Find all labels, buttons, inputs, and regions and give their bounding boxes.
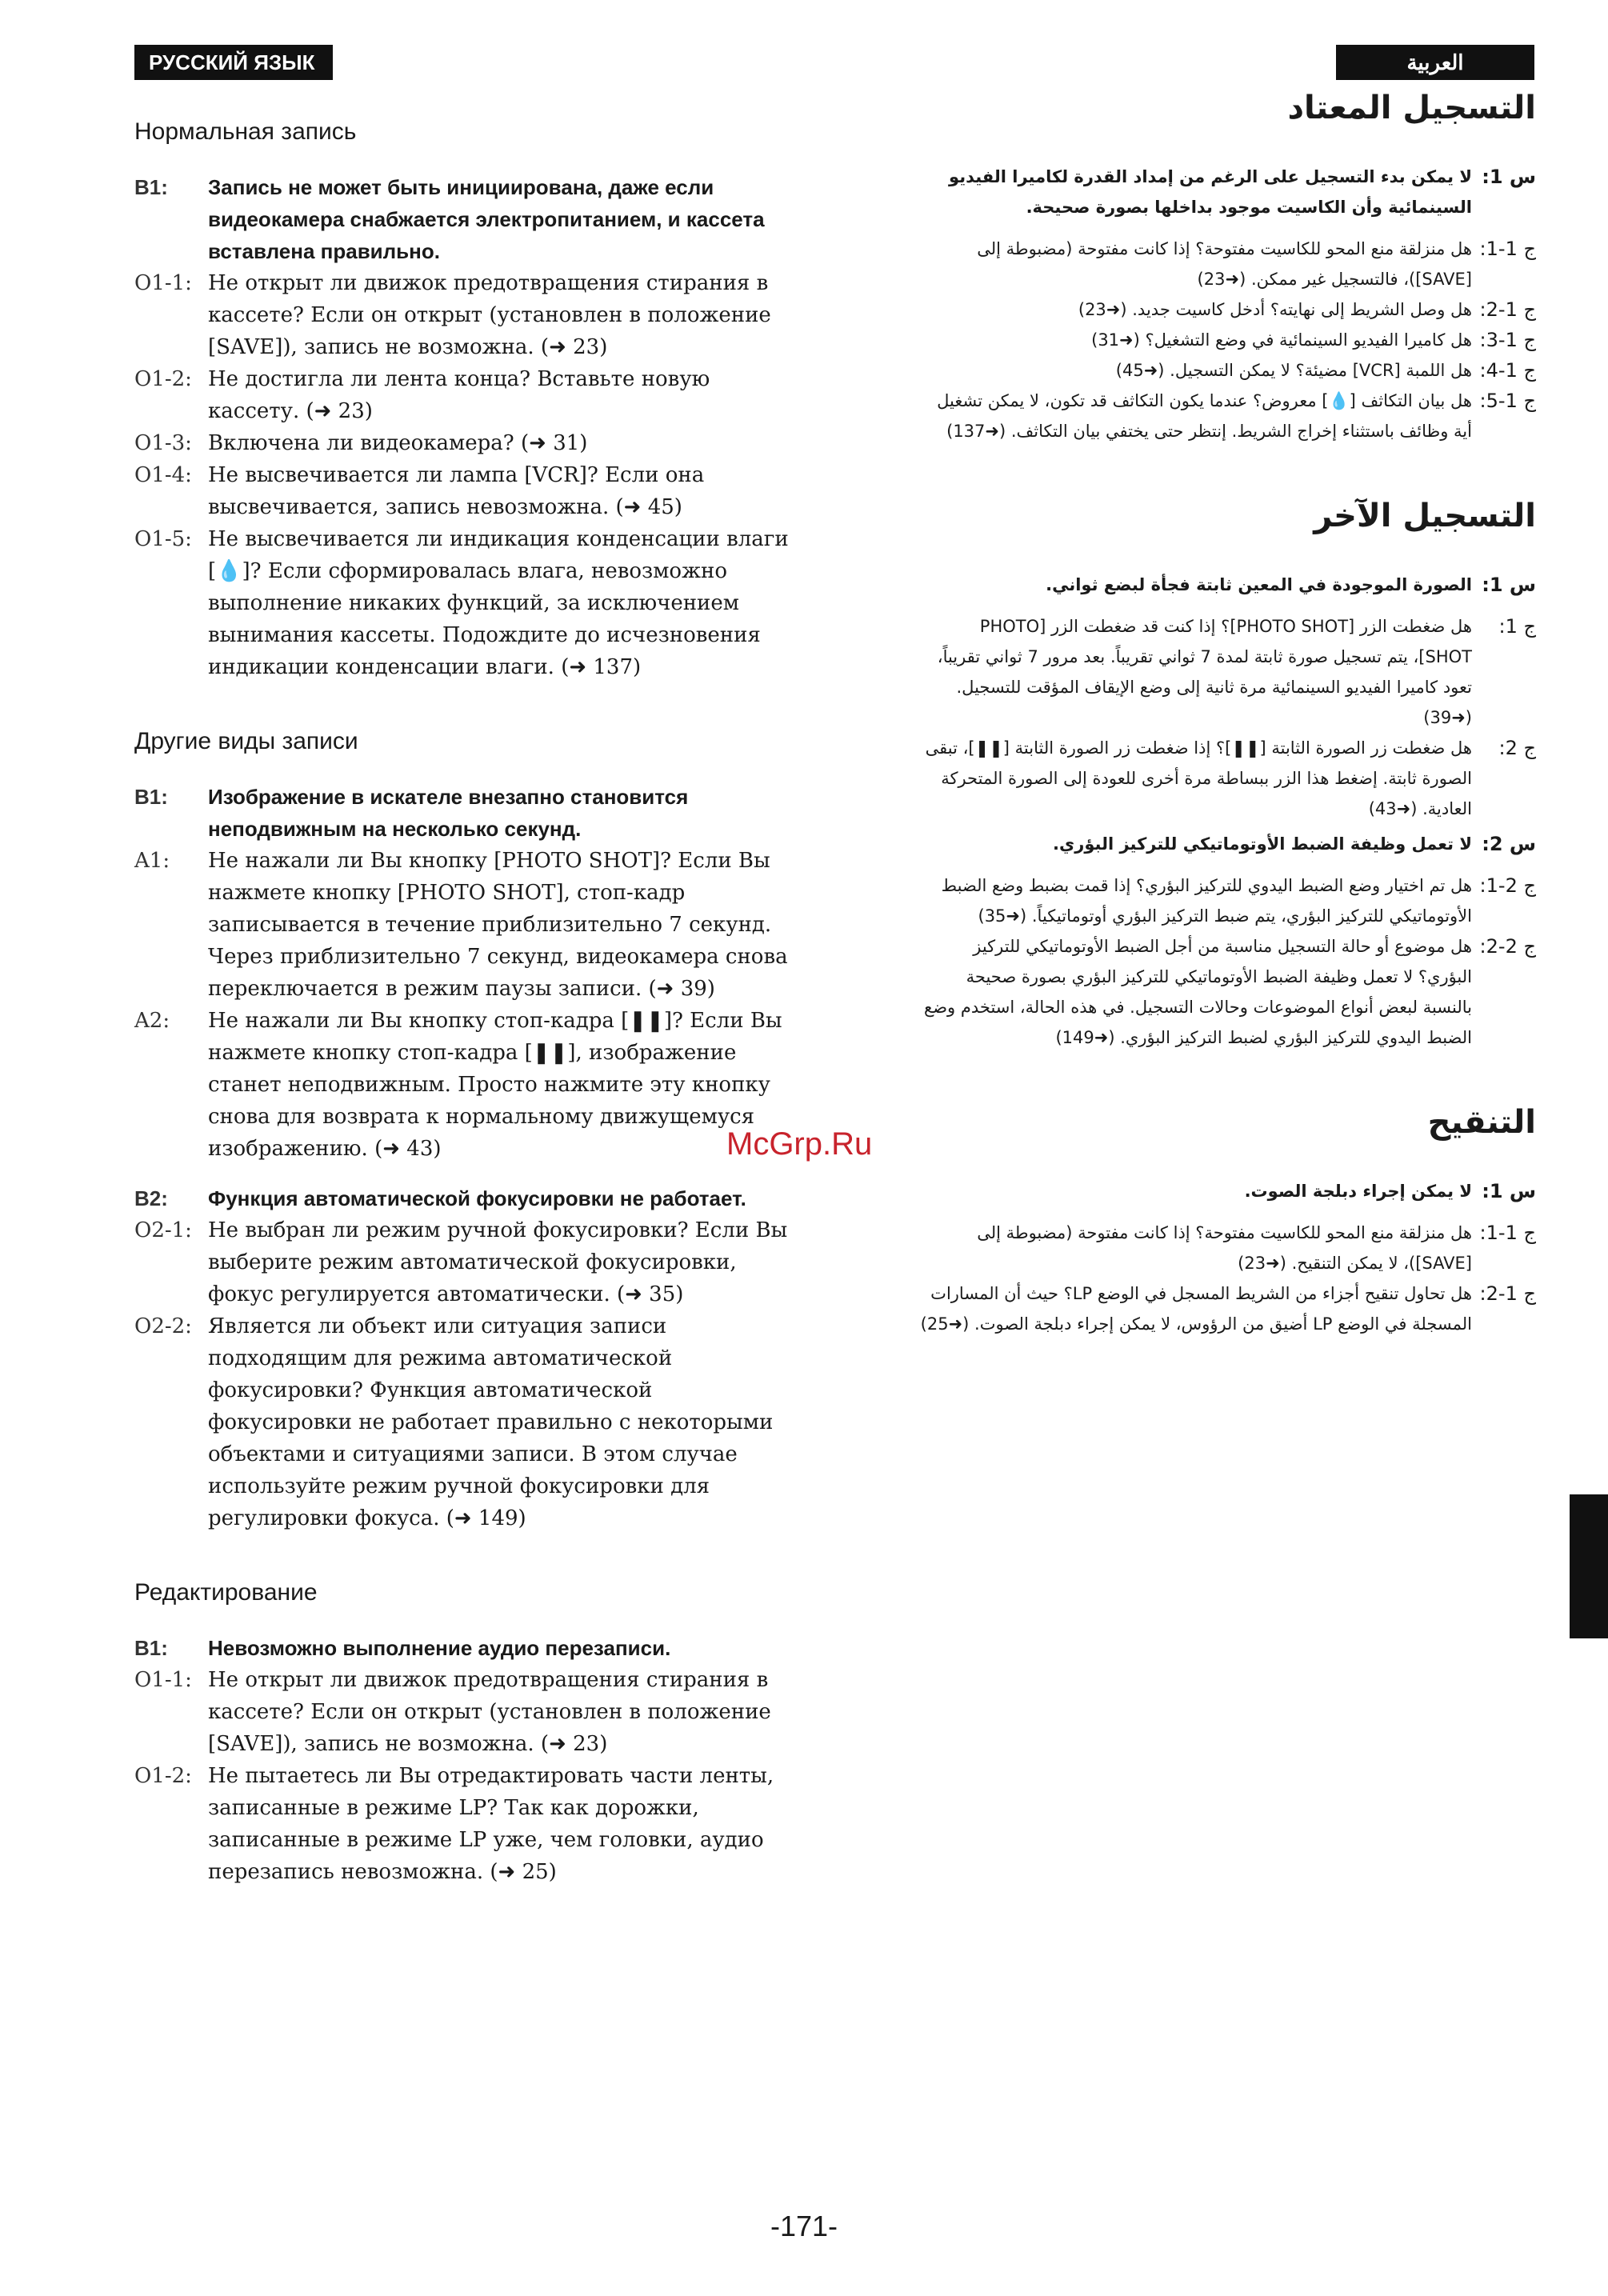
- item-label: س 1:: [1482, 1180, 1536, 1202]
- item-text: لا تعمل وظيفة الضبط الأوتوماتيكي للتركيز البؤري.: [1053, 834, 1472, 854]
- item-text: Включена ли видеокамера? (➜ 31): [208, 431, 588, 455]
- question-item: [920, 570, 1536, 600]
- answer-item: [134, 267, 790, 363]
- answer-item: [920, 386, 1536, 446]
- answer-item: [134, 459, 790, 523]
- answer-item: [920, 234, 1536, 294]
- item-label: ج 1-2:: [1479, 298, 1536, 321]
- answer-item: [134, 363, 790, 427]
- question-item: [920, 1176, 1536, 1206]
- item-label: ج 1:: [1498, 615, 1536, 638]
- question-item: [920, 162, 1536, 222]
- item-label: ج 1-2:: [1479, 1282, 1536, 1305]
- page-number: -171-: [770, 2210, 838, 2242]
- item-label: О2-1:: [134, 1218, 192, 1242]
- item-label: О1-4:: [134, 463, 192, 487]
- answer-item: [134, 1005, 790, 1165]
- item-label: О1-5:: [134, 527, 192, 551]
- item-text: هل اللمبة [VCR] مضيئة؟ لا يمكن التسجيل. (➜45): [1115, 361, 1472, 380]
- section-heading: التسجيل المعتاد: [1287, 90, 1536, 126]
- answer-item: [920, 611, 1536, 733]
- item-text: هل ضغطت الزر [PHOTO SHOT]؟ إذا كنت قد ضغطت الزر [PHOTO SHOT]، يتم تسجيل صورة ثابتة لمدة 7 ثواني تقريباً. بعد مرور 7 ثواني تقريباً، تعود كاميرا الفيديو السينمائية مرة ثانية إلى وضع الإيقاف المؤقت للتسجيل. (➜39): [937, 617, 1472, 727]
- answer-item: [134, 1760, 790, 1888]
- answer-item: [920, 325, 1536, 355]
- item-label: A2:: [134, 1009, 170, 1033]
- item-label: B1:: [134, 785, 168, 809]
- arabic-column: [920, 90, 1536, 1390]
- russian-column: [134, 110, 790, 1933]
- answer-item: [134, 523, 790, 683]
- answer-item: [134, 1214, 790, 1310]
- answer-item: [920, 1278, 1536, 1339]
- item-text: هل منزلقة منع المحو للكاسيت مفتوحة؟ إذا كانت مفتوحة (مضبوطة إلى [SAVE])، فالتسجيل غير ممكن. (➜23): [977, 239, 1472, 289]
- item-text: Изображение в искателе внезапно становится неподвижным на несколько секунд.: [208, 785, 689, 841]
- answer-item: [134, 1664, 790, 1760]
- question-item: [134, 171, 790, 267]
- item-text: Не высвечивается ли лампа [VCR]? Если она высвечивается, запись невозможна. (➜ 45): [208, 463, 705, 519]
- question-item: [134, 781, 790, 845]
- section-heading: التسجيل الآخر: [1314, 498, 1536, 534]
- item-label: ج 2-2:: [1479, 935, 1536, 958]
- item-text: Не выбран ли режим ручной фокусировки? Если Вы выберите режим автоматической фокусировки, фокус регулируется автоматически. (➜ 35): [208, 1218, 788, 1306]
- language-tag-arabic: العربية: [1336, 45, 1534, 80]
- item-label: س 1:: [1482, 574, 1536, 596]
- item-label: О1-2:: [134, 1764, 192, 1788]
- item-label: ج 1-5:: [1479, 390, 1536, 412]
- section-heading: Другие виды записи: [134, 728, 358, 754]
- item-text: Запись не может быть инициирована, даже если видеокамера снабжается электропитанием, и кассета вставлена правильно.: [208, 175, 765, 263]
- item-label: B2:: [134, 1186, 168, 1210]
- item-text: لا يمكن بدء التسجيل على الرغم من إمداد القدرة لكاميرا الفيديو السينمائية وأن الكاسيت موجود بداخلها بصورة صحيحة.: [949, 167, 1472, 217]
- item-text: لا يمكن إجراء دبلجة الصوت.: [1244, 1182, 1472, 1201]
- item-text: هل تحاول تنقيح أجزاء من الشريط المسجل في الوضع LP؟ حيث أن المسارات المسجلة في الوضع LP أضيق من الرؤوس، لا يمكن إجراء دبلجة الصوت. (➜25): [920, 1284, 1472, 1334]
- item-text: هل موضوع أو حالة التسجيل مناسبة من أجل الضبط الأوتوماتيكي للتركيز البؤري؟ لا تعمل وظيفة الضبط الأوتوماتيكي للتركيز البؤري بصورة صحيحة بالنسبة لبعض أنواع الموضوعات وحالات التسجيل. في هذه الحالة، استخدم وضع الضبط اليدوي للتركيز البؤري لضبط التركيز البؤري. (➜149): [924, 937, 1472, 1047]
- item-text: هل منزلقة منع المحو للكاسيت مفتوحة؟ إذا كانت مفتوحة (مضبوطة إلى [SAVE])، لا يمكن التنقيح. (➜23): [977, 1223, 1472, 1273]
- answer-item: [920, 931, 1536, 1053]
- item-label: ج 2:: [1498, 737, 1536, 759]
- language-tag-russian: РУССКИЙ ЯЗЫК: [134, 45, 333, 80]
- item-text: Не достигла ли лента конца? Вставьте новую кассету. (➜ 23): [208, 367, 710, 423]
- item-label: О1-2:: [134, 367, 192, 391]
- item-text: Не открыт ли движок предотвращения стирания в кассете? Если он открыт (установлен в положение [SAVE]), запись не возможна. (➜ 23): [208, 271, 771, 359]
- answer-item: [134, 427, 790, 459]
- item-label: ج 1-4:: [1479, 359, 1536, 382]
- answer-item: [920, 1218, 1536, 1278]
- answer-item: [134, 1310, 790, 1534]
- item-label: ج 1-1:: [1479, 1222, 1536, 1244]
- item-text: هل كاميرا الفيديو السينمائية في وضع التشغيل؟ (➜31): [1091, 330, 1472, 350]
- section-heading: التنقيح: [1427, 1104, 1536, 1141]
- answer-item: [920, 355, 1536, 386]
- item-label: س 1:: [1482, 166, 1536, 188]
- section-heading: Редактирование: [134, 1579, 318, 1606]
- page-edge-tab: [1570, 1494, 1608, 1638]
- answer-item: [920, 870, 1536, 931]
- item-label: О1-1:: [134, 1668, 192, 1692]
- item-text: هل ضغطت زر الصورة الثابتة [❚❚]؟ إذا ضغطت زر الصورة الثابتة [❚❚]، تبقى الصورة ثابتة. إضغط هذا الزر ببساطة مرة أخرى للعودة إلى الصورة المتحركة العادية. (➜43): [925, 738, 1472, 818]
- question-item: [134, 1182, 790, 1214]
- answer-item: [920, 294, 1536, 325]
- question-item: [920, 829, 1536, 859]
- ru-section: [134, 118, 790, 683]
- item-text: هل بيان التكاثف [💧] معروض؟ عندما يكون التكاثف قد تكون، لا يمكن تشغيل أية وظائف باستثناء إخراج الشريط. إنتظر حتى يختفي بيان التكاثف. (➜137): [937, 391, 1472, 441]
- ru-section: [134, 1579, 790, 1888]
- item-label: B1:: [134, 175, 168, 199]
- item-text: الصورة الموجودة في المعين ثابتة فجأة لبضع ثواني.: [1046, 575, 1472, 594]
- section-heading: Нормальная запись: [134, 118, 357, 145]
- item-label: ج 2-1:: [1479, 874, 1536, 897]
- item-text: هل وصل الشريط إلى نهايته؟ أدخل كاسيت جديد. (➜23): [1078, 300, 1472, 319]
- item-text: Не пытаетесь ли Вы отредактировать части ленты, записанные в режиме LP? Так как дорожки, записанные в режиме LP уже, чем головки, аудио перезапись невозможна. (➜ 25): [208, 1764, 774, 1884]
- item-label: ج 1-1:: [1479, 238, 1536, 260]
- question-item: [134, 1632, 790, 1664]
- item-text: Не нажали ли Вы кнопку [PHOTO SHOT]? Если Вы нажмете кнопку [PHOTO SHOT], стоп-кадр записывается в течение приблизительно 7 секунд. Через приблизительно 7 секунд, видеокамера снова переключается в режим паузы записи. (➜ 39): [208, 849, 788, 1001]
- item-text: Является ли объект или ситуация записи подходящим для режима автоматической фокусировки? Функция автоматической фокусировки не работает правильно с некоторыми объектами и ситуациями записи. В этом случае используйте режим ручной фокусировки для регулировки фокуса. (➜ 149): [208, 1314, 774, 1530]
- ar-section: [920, 498, 1536, 1053]
- item-label: A1:: [134, 849, 170, 873]
- ar-section: [920, 1104, 1536, 1339]
- item-text: هل تم اختيار وضع الضبط اليدوي للتركيز البؤري؟ إذا قمت بضبط وضع الضبط الأوتوماتيكي للتركيز البؤري، يتم ضبط التركيز البؤري أوتوماتيكياً. (➜35): [941, 876, 1472, 926]
- item-text: Невозможно выполнение аудио перезаписи.: [208, 1636, 671, 1660]
- item-label: О1-3:: [134, 431, 192, 455]
- ar-section: [920, 90, 1536, 446]
- item-label: ج 1-3:: [1479, 329, 1536, 351]
- item-label: О1-1:: [134, 271, 192, 295]
- watermark: McGrp.Ru: [726, 1126, 873, 1162]
- answer-item: [134, 845, 790, 1005]
- item-label: B1:: [134, 1636, 168, 1660]
- item-label: س 2:: [1482, 833, 1536, 855]
- item-label: О2-2:: [134, 1314, 192, 1338]
- item-text: Не высвечивается ли индикация конденсации влаги [💧]? Если сформировалась влага, невозможно выполнение никаких функций, за исключением вынимания кассеты. Подождите до исчезновения индикации конденсации влаги. (➜ 137): [208, 527, 789, 679]
- item-text: Не нажали ли Вы кнопку стоп-кадра [❚❚]? Если Вы нажмете кнопку стоп-кадра [❚❚], изображение станет неподвижным. Просто нажмите эту кнопку снова для возврата к нормальному движущемуся изображению. (➜ 43): [208, 1009, 782, 1161]
- ru-section: [134, 728, 790, 1534]
- item-text: Не открыт ли движок предотвращения стирания в кассете? Если он открыт (установлен в положение [SAVE]), запись не возможна. (➜ 23): [208, 1668, 771, 1756]
- answer-item: [920, 733, 1536, 824]
- item-text: Функция автоматической фокусировки не работает.: [208, 1186, 746, 1210]
